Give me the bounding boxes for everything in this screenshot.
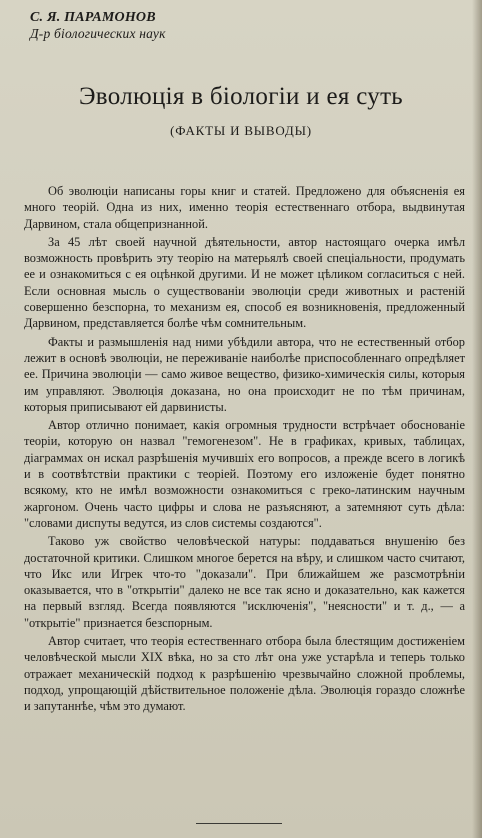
article-title: Эволюція в біологіи и ея суть bbox=[79, 83, 403, 110]
paragraph: За 45 лѣт своей научной дѣятельности, автор настоящаго очерка имѣл возможность провѣрить эту теорію на матерьялѣ своей спеціальности, продумать ее и ознакомиться с ея оцѣнкой другими. И не может цѣликом согласиться с ней. Если основная мысль о существованіи эволюціи среди животных и растеній совершенно безспорна, то механизм ея, способ ея возникновенія, предложенный Дарвином, представляется болѣе чѣм сомнительным. bbox=[24, 234, 465, 331]
author-name: С. Я. ПАРАМОНОВ bbox=[30, 10, 156, 25]
bottom-divider bbox=[196, 823, 282, 824]
article-subtitle: (ФАКТЫ И ВЫВОДЫ) bbox=[170, 123, 312, 138]
paragraph: Автор отлично понимает, какія огромныя трудности встрѣчает обоснованіе теоріи, которую он назвал "гемогенезом". Не в графиках, кривых, таблицах, діаграммах он искал разрѣшенія мучившіх его вопросов, а прежде всего в логикѣ и в соотвѣтствіи практики с теоріей. Поэтому его изложеніе будет понятно всякому, кто не имѣл возможности ознакомиться с греко-латинским научным жаргоном. Очень часто цифры и слова не разъясняют, а затемняют суть дѣла: "словами диспуты ведутся, из слов системы создаются". bbox=[24, 418, 465, 530]
paragraph: Об эволюціи написаны горы книг и статей. Предложено для объясненія ея много теорій. Одна из них, именно теорія естественнаго отбора, выдвинутая Дарвином, стала общепризнанной. bbox=[24, 184, 465, 231]
author-degree: Д-р біологических наук bbox=[30, 26, 166, 41]
paragraph: Автор считает, что теорія естественнаго отбора была блестящим достиженіем человѣческой мысли XIX вѣка, но за сто лѣт она уже устарѣла и теперь только отражает механическій подход к разрѣшенію чрезвычайно сложной проблемы, подход, упрощающій дѣйствительное положеніе дѣла. Эволюція гораздо сложнѣе и запутаннѣе, чѣм это думают. bbox=[24, 634, 465, 714]
article-body bbox=[24, 183, 465, 717]
author-block bbox=[30, 10, 230, 42]
paragraph: Факты и размышленія над ними убѣдили автора, что не естественный отбор лежит в основѣ эволюціи, не переживаніе наиболѣе приспособленнаго опредѣляет ее. Причина эволюціи — само живое вещество, физико-химическія силы, которыя им управляют. Эволюція доказана, но она происходит не по тѣм причинам, которыя приписывают ей дарвинисты. bbox=[24, 334, 465, 414]
paragraph: Таково уж свойство человѣческой натуры: поддаваться внушенію без достаточной критики. Слишком многое берется на вѣру, и слишком часто считают, что Икс или Игрек что-то "доказали". При ближайшем же разсмотрѣніи оказывается, что в "открытіи" далеко не все так ясно и доказательно, как кажется на первый взгляд. Всегда появляются "исключенія", "неясности" и т. д., — а "открытіе" признается безспорным. bbox=[24, 534, 465, 630]
page-edge-shadow bbox=[472, 0, 482, 838]
